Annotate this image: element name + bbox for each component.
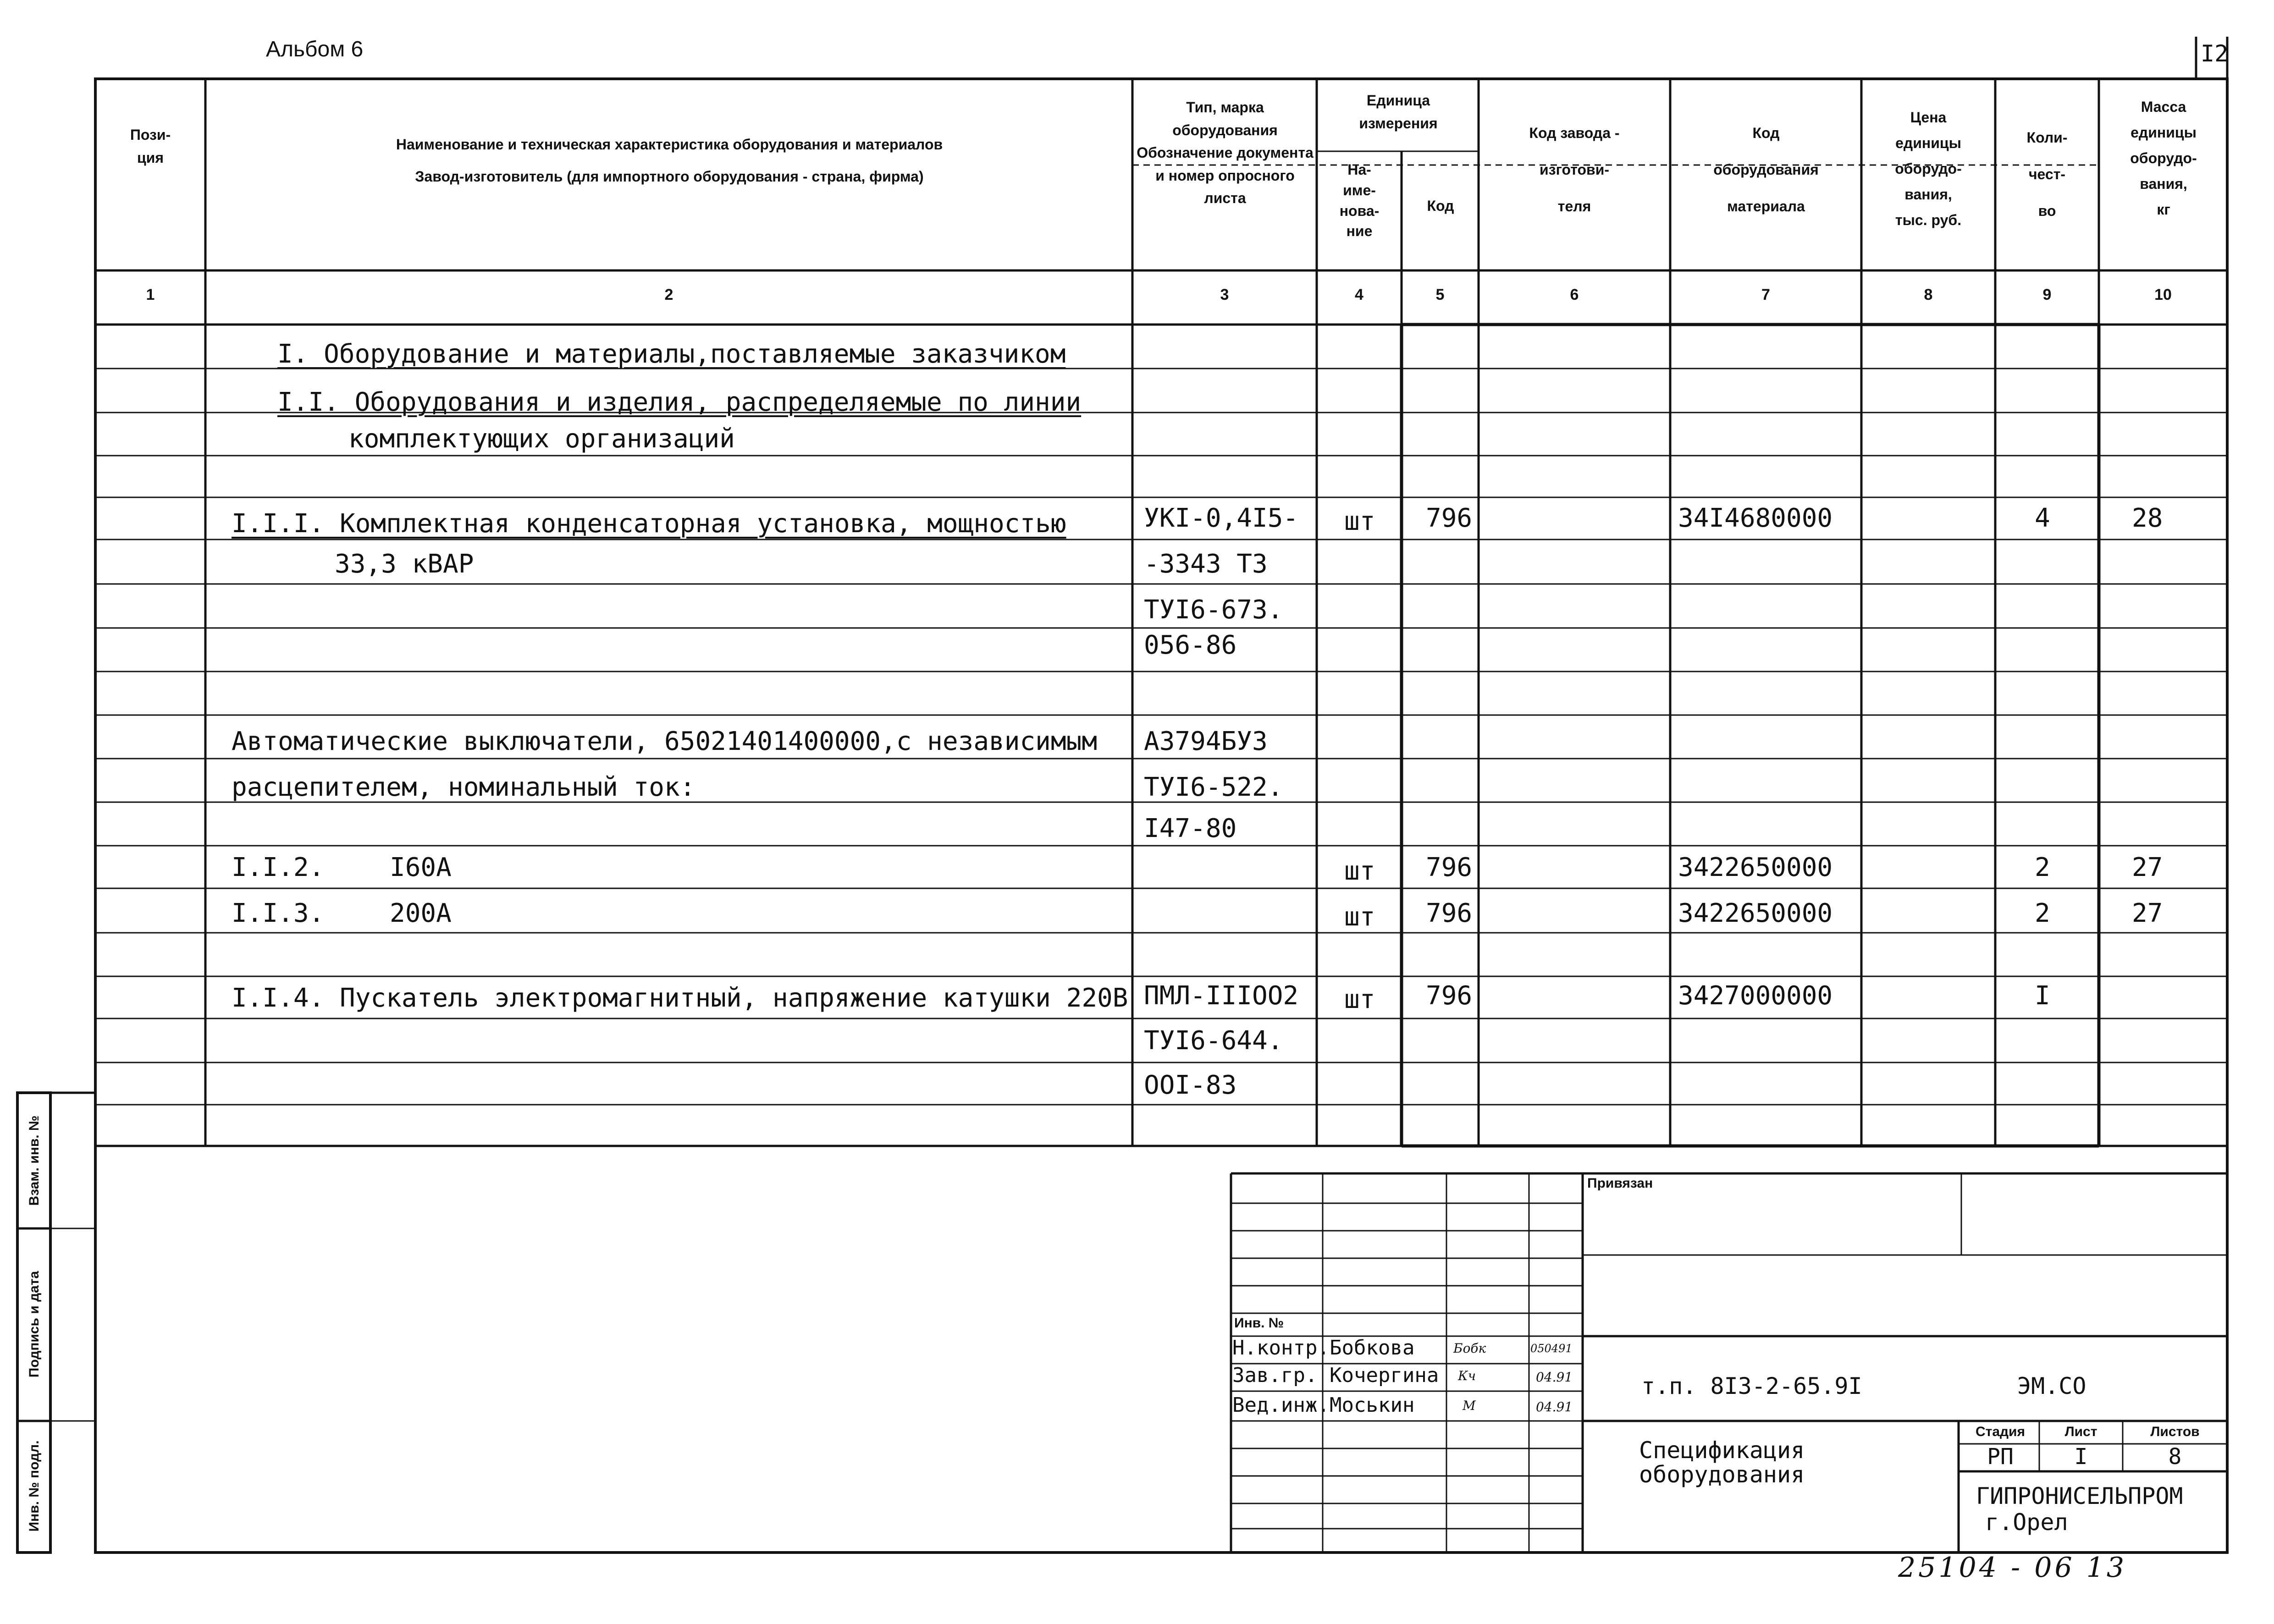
section-1-1-title-cont: комплектующих организаций <box>348 424 735 454</box>
item-unit-code: 796 <box>1426 503 1473 533</box>
album-label: Альбом 6 <box>266 37 364 61</box>
stage-value: РП <box>1987 1444 2014 1470</box>
col-header-name: Наименование и техническая характеристика оборудования и материалов Завод-изготовитель (для импортного оборудования - страна, фирма) <box>396 136 943 185</box>
item-material-code: 3422650000 <box>1678 898 1833 928</box>
doc-title: Спецификация <box>1639 1437 1805 1464</box>
col-num-3: 3 <box>1220 286 1229 303</box>
sign-date: 050491 <box>1530 1342 1573 1355</box>
group-text: Автоматические выключатели, 65021401400000,с независимым <box>232 727 1098 756</box>
doc-title-cont: оборудования <box>1639 1461 1805 1488</box>
col-header-factory-code: Код завода - изготови- теля <box>1529 125 1620 215</box>
col-num-9: 9 <box>2042 286 2052 303</box>
item-rating: I60А <box>390 853 452 882</box>
item-type-line: А3794БУ3 <box>1144 727 1268 756</box>
item-name: I.I.I. Комплектная конденсаторная установка, мощностью <box>232 509 1066 539</box>
item-type-line: ТУI6-644. <box>1144 1026 1283 1056</box>
sheets-label: Листов <box>2150 1424 2200 1439</box>
section-1-title: I. Оборудование и материалы,поставляемые заказчиком <box>277 339 1066 369</box>
col-num-5: 5 <box>1435 286 1445 303</box>
item-unit-code: 796 <box>1426 981 1473 1011</box>
item-type-line: -3343 Т3 <box>1144 549 1268 579</box>
item-mass: 27 <box>2132 853 2163 882</box>
item-material-code: 3427000000 <box>1678 981 1833 1011</box>
col-header-unit-code: Код <box>1427 198 1454 214</box>
item-unit: шт <box>1344 902 1375 932</box>
sheets-value: 8 <box>2168 1444 2182 1470</box>
item-mass: 27 <box>2132 898 2163 928</box>
item-type-line: УКI-0,4I5- <box>1144 503 1299 533</box>
item-qty: 2 <box>2035 898 2050 928</box>
bound-label: Привязан <box>1587 1176 1653 1191</box>
item-unit-code: 796 <box>1426 853 1473 882</box>
item-type-line: 056-86 <box>1144 630 1237 660</box>
item-unit-code: 796 <box>1426 898 1473 928</box>
item-type-line: ТУI6-673. <box>1144 595 1283 625</box>
item-unit: шт <box>1344 506 1375 536</box>
organization-city: г.Орел <box>1985 1509 2068 1536</box>
role-label: Н.контр. <box>1232 1336 1330 1360</box>
col-num-8: 8 <box>1924 286 1933 303</box>
item-mass: 28 <box>2132 503 2163 533</box>
inv-label: Инв. № <box>1234 1316 1284 1331</box>
side-stamp-signature-date: Подпись и дата <box>27 1271 42 1378</box>
sheet-label: Лист <box>2064 1424 2097 1439</box>
item-type-line: I47-80 <box>1144 814 1237 843</box>
signature: Кч <box>1458 1368 1476 1383</box>
doc-code: т.п. 8I3-2-65.9I <box>1641 1373 1862 1399</box>
person-name: Моськин <box>1330 1393 1415 1417</box>
sheet-code: ЭМ.СО <box>2017 1373 2086 1399</box>
col-header-unit-group: Единица измерения <box>1359 92 1438 132</box>
role-label: Зав.гр. <box>1232 1364 1318 1387</box>
col-header-price: Цена единицы оборудо- вания, тыс. руб. <box>1895 109 1962 228</box>
sheet-value: I <box>2074 1444 2088 1470</box>
item-unit: шт <box>1344 856 1375 886</box>
person-name: Бобкова <box>1330 1336 1415 1360</box>
archive-number: 25104 - 06 13 <box>1898 1552 2127 1584</box>
signature: М <box>1463 1398 1476 1413</box>
role-label: Вед.инж. <box>1232 1393 1330 1417</box>
col-header-qty: Коли- чест- во <box>2026 129 2068 219</box>
col-num-2: 2 <box>664 286 673 303</box>
item-qty: I <box>2035 981 2050 1011</box>
sign-date: 04.91 <box>1536 1399 1573 1415</box>
side-stamp-replace-inv: Взам. инв. № <box>27 1115 42 1206</box>
side-stamp-orig-inv: Инв. № подл. <box>27 1440 42 1532</box>
item-unit: шт <box>1344 985 1375 1014</box>
item-name: I.I.4. Пускатель электромагнитный, напряжение катушки 220В <box>232 983 1128 1013</box>
item-material-code: 3422650000 <box>1678 853 1833 882</box>
item-type-line: OOI-83 <box>1144 1070 1237 1100</box>
item-name: I.I.3. <box>232 898 325 928</box>
col-header-position: Пози- ция <box>130 127 171 166</box>
item-type-line: ПМЛ-IIIOO2 <box>1144 981 1299 1011</box>
item-type-line: ТУI6-522. <box>1144 772 1283 802</box>
item-qty: 4 <box>2035 503 2050 533</box>
col-num-7: 7 <box>1761 286 1770 303</box>
item-material-code: 34I4680000 <box>1678 503 1833 533</box>
col-num-4: 4 <box>1355 286 1363 303</box>
item-name-cont: 33,3 кВАР <box>335 549 474 579</box>
person-name: Кочергина <box>1330 1364 1439 1387</box>
group-text-cont: расцепителем, номинальный ток: <box>232 772 695 802</box>
col-num-6: 6 <box>1570 286 1579 303</box>
section-1-1-title: I.I. Оборудования и изделия, распределяемые по линии <box>277 387 1082 417</box>
col-header-material-code: Код оборудования материала <box>1713 125 1819 215</box>
item-rating: 200А <box>390 898 452 928</box>
col-header-mass: Масса единицы оборудо- вания, кг <box>2130 99 2197 218</box>
organization: ГИПРОНИСЕЛЬПРОМ <box>1976 1483 2183 1509</box>
page-number: I2 <box>2201 40 2229 67</box>
signature: Бобк <box>1453 1341 1486 1356</box>
col-header-type: Тип, марка оборудования Обозначение документа и номер опросного листа <box>1137 99 1314 207</box>
col-num-1: 1 <box>146 286 155 303</box>
item-name: I.I.2. <box>232 853 325 882</box>
item-qty: 2 <box>2035 853 2050 882</box>
col-header-unit-name: На- име- нова- ние <box>1339 161 1380 240</box>
stage-label: Стадия <box>1975 1424 2026 1439</box>
col-num-10: 10 <box>2154 286 2172 303</box>
sign-date: 04.91 <box>1536 1370 1573 1385</box>
